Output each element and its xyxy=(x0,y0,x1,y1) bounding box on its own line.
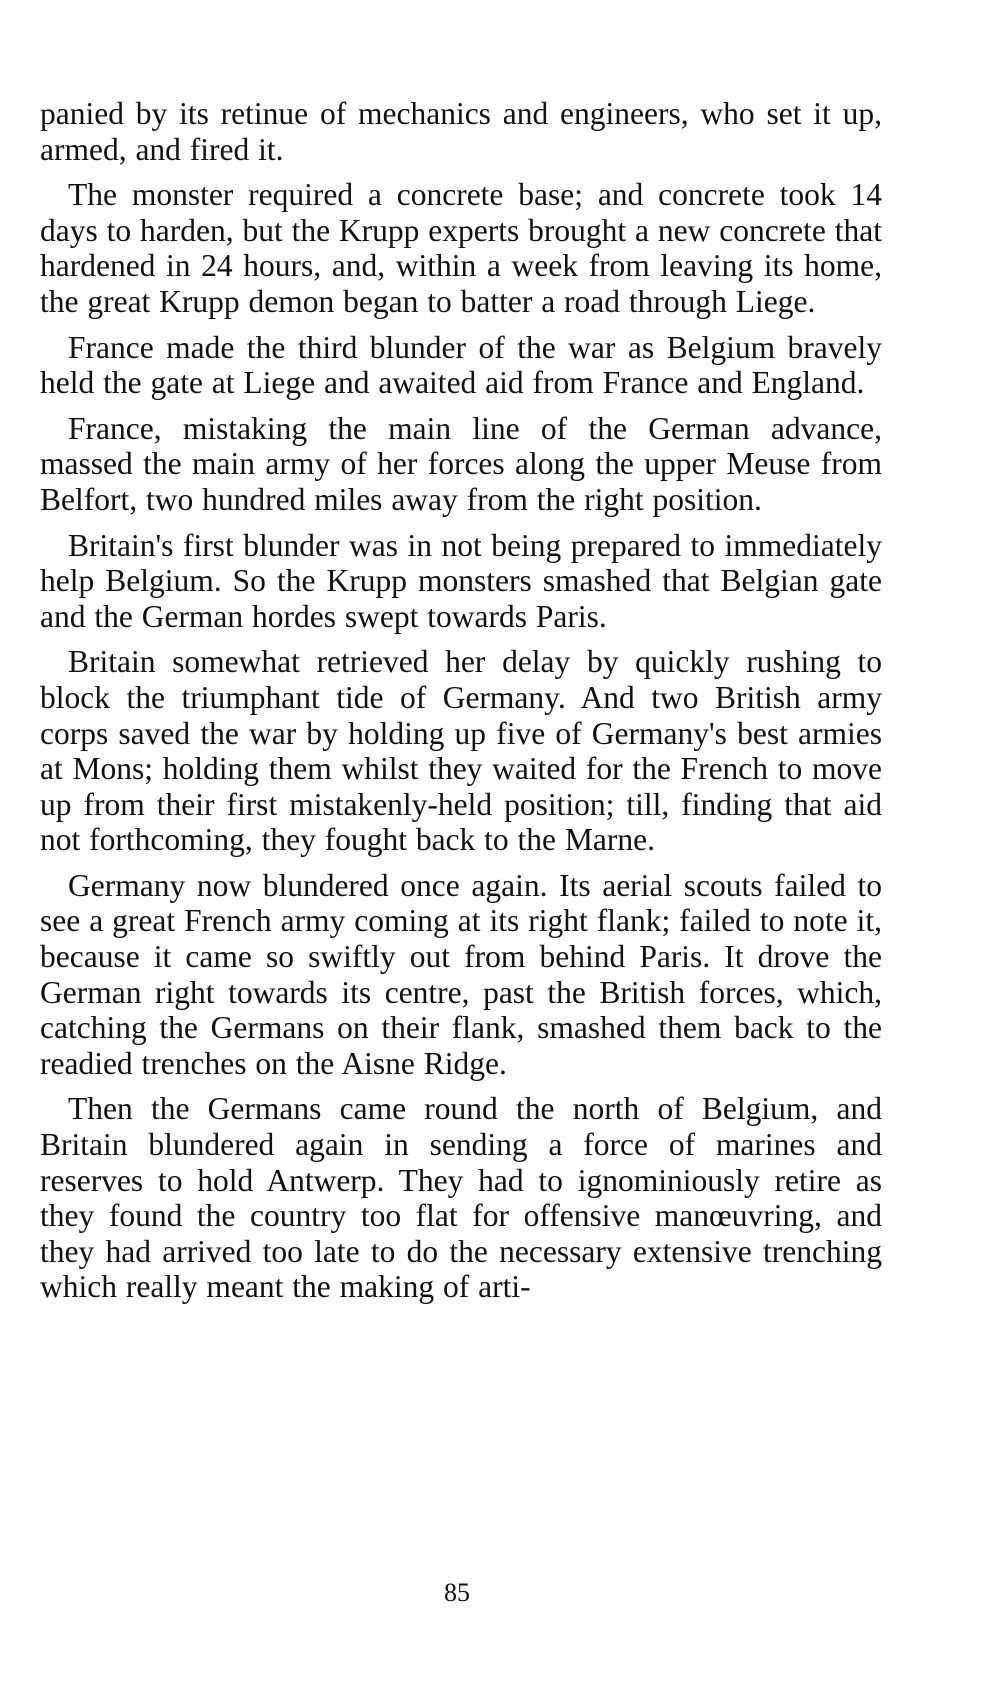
paragraph-8: Then the Germans came round the north of Belgium, and Britain blundered again in sending a force of marines and reserves to hold Antwerp. They had to ignominiously retire as they found the country too flat for offensive manœuvring, and they had arrived too late to do the necessary extensive trenching which really meant the making of arti- xyxy=(40,1091,882,1305)
paragraph-6: Britain somewhat retrieved her delay by quickly rushing to block the triumphant tide of Germany. And two British army corps saved the war by holding up five of Germany's best armies at Mons; holding them whilst they waited for the French to move up from their first mistakenly-held position; till, finding that aid not forthcoming, they fought back to the Marne. xyxy=(40,644,882,858)
paragraph-1: panied by its retinue of mechanics and engineers, who set it up, armed, and fired it. xyxy=(40,96,882,167)
paragraph-3: France made the third blunder of the war as Belgium bravely held the gate at Liege and awaited aid from France and England. xyxy=(40,329,882,401)
paragraph-4: France, mistaking the main line of the German advance, massed the main army of her forces along the upper Meuse from Belfort, two hundred miles away from the right position. xyxy=(40,410,882,517)
paragraph-5: Britain's first blunder was in not being prepared to immediately help Belgium. So the Krupp monsters smashed that Belgian gate and the German hordes swept towards Paris. xyxy=(40,527,882,634)
paragraph-2: The monster required a concrete base; and concrete took 14 days to harden, but the Krupp experts brought a new concrete that hardened in 24 hours, and, within a week from leaving its home, the great Krupp demon began to batter a road through Liege. xyxy=(40,177,882,319)
page-body xyxy=(40,96,882,1315)
page-number: 85 xyxy=(444,1578,470,1607)
paragraph-7: Germany now blundered once again. Its aerial scouts failed to see a great French army coming at its right flank; failed to note it, because it came so swiftly out from behind Paris. It drove the German right towards its centre, past the British forces, which, catching the Germans on their flank, smashed them back to the readied trenches on the Aisne Ridge. xyxy=(40,867,882,1081)
